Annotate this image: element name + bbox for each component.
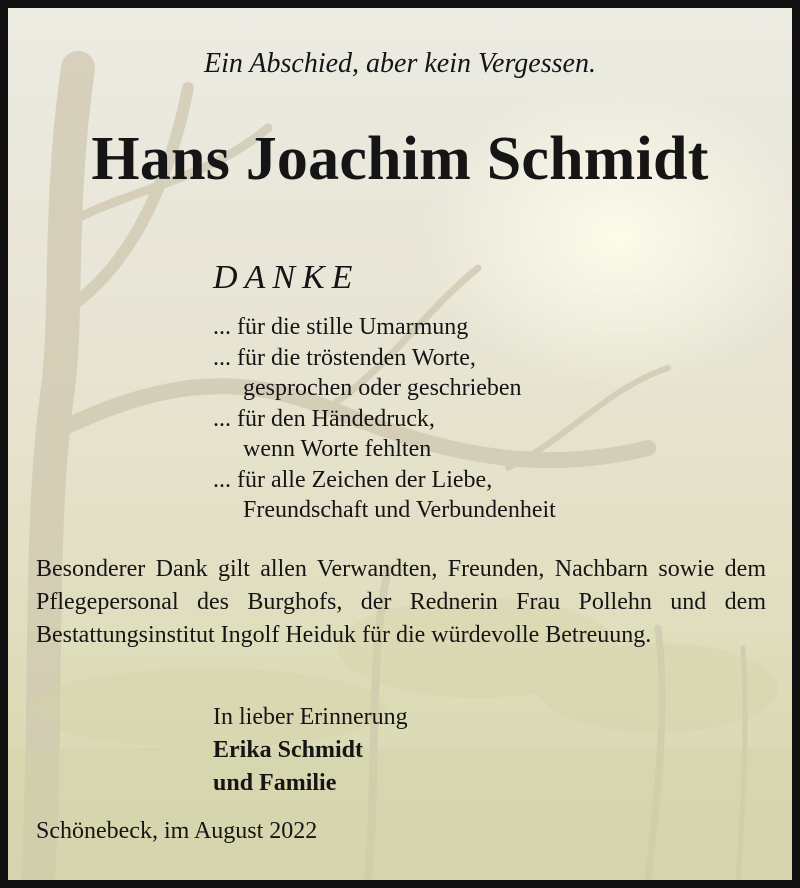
place-date: Schönebeck, im August 2022 — [36, 818, 318, 844]
special-thanks-paragraph: Besonderer Dank gilt allen Verwandten, Freunden, Nachbarn sowie dem Pflegepersonal des Burghofs, der Rednerin Frau Pollehn und dem Bestattungsinstitut Ingolf Heiduk für die würdevolle Betreuung. — [36, 556, 766, 648]
thanks-line: ... für den Händedruck, — [213, 405, 435, 432]
thanks-heading: DANKE — [213, 259, 360, 296]
motto: Ein Abschied, aber kein Vergessen. — [204, 48, 596, 79]
thanks-line: ... für die tröstenden Worte, — [213, 344, 476, 371]
regards-block — [213, 701, 408, 800]
regards-intro: In lieber Erinnerung — [213, 704, 408, 730]
thanks-line: ... für die stille Umarmung — [213, 314, 469, 340]
thanks-line: ... für alle Zeichen der Liebe, — [213, 466, 493, 493]
regards-sender: Erika Schmidt — [213, 737, 364, 763]
thanks-list — [213, 312, 556, 526]
thanks-line: gesprochen oder geschrieben — [243, 375, 522, 401]
regards-family: und Familie — [213, 770, 337, 796]
thanks-line: Freundschaft und Verbundenheit — [243, 497, 556, 523]
deceased-name: Hans Joachim Schmidt — [91, 125, 709, 193]
thanks-line: wenn Worte fehlten — [243, 436, 432, 462]
